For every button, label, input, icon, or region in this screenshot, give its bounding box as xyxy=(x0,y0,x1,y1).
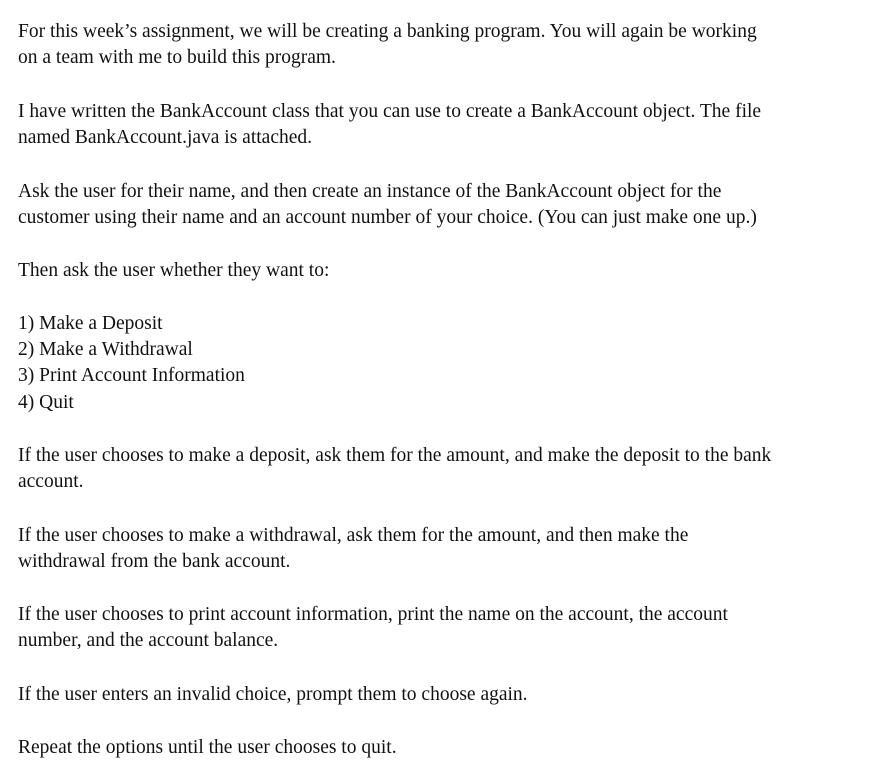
invalid-choice-line: If the user enters an invalid choice, prompt them to choose again. xyxy=(18,684,528,705)
menu-option-quit: 4) Quit xyxy=(18,392,74,413)
intro-line-2: on a team with me to build this program. xyxy=(18,47,336,68)
class-line-2: named BankAccount.java is attached. xyxy=(18,127,313,148)
ask-name-line-1: Ask the user for their name, and then create an instance of the BankAccount object for the xyxy=(18,181,722,202)
print-line-1: If the user chooses to print account information, print the name on the account, the account xyxy=(18,604,728,625)
menu-option-print: 3) Print Account Information xyxy=(18,365,245,386)
repeat-line: Repeat the options until the user chooses to quit. xyxy=(18,737,397,758)
menu-option-withdrawal: 2) Make a Withdrawal xyxy=(18,339,193,360)
menu-prompt: Then ask the user whether they want to: xyxy=(18,260,330,281)
ask-name-line-2: customer using their name and an account number of your choice. (You can just make one up.) xyxy=(18,207,757,228)
menu-option-deposit: 1) Make a Deposit xyxy=(18,313,163,334)
intro-line-1: For this week’s assignment, we will be creating a banking program. You will again be working xyxy=(18,21,757,42)
class-line-1: I have written the BankAccount class that you can use to create a BankAccount object. The file xyxy=(18,101,762,122)
print-line-2: number, and the account balance. xyxy=(18,630,279,651)
deposit-line-1: If the user chooses to make a deposit, ask them for the amount, and make the deposit to the bank xyxy=(18,445,772,466)
withdrawal-line-2: withdrawal from the bank account. xyxy=(18,551,291,572)
withdrawal-line-1: If the user chooses to make a withdrawal, ask them for the amount, and then make the xyxy=(18,525,689,546)
deposit-line-2: account. xyxy=(18,471,84,492)
